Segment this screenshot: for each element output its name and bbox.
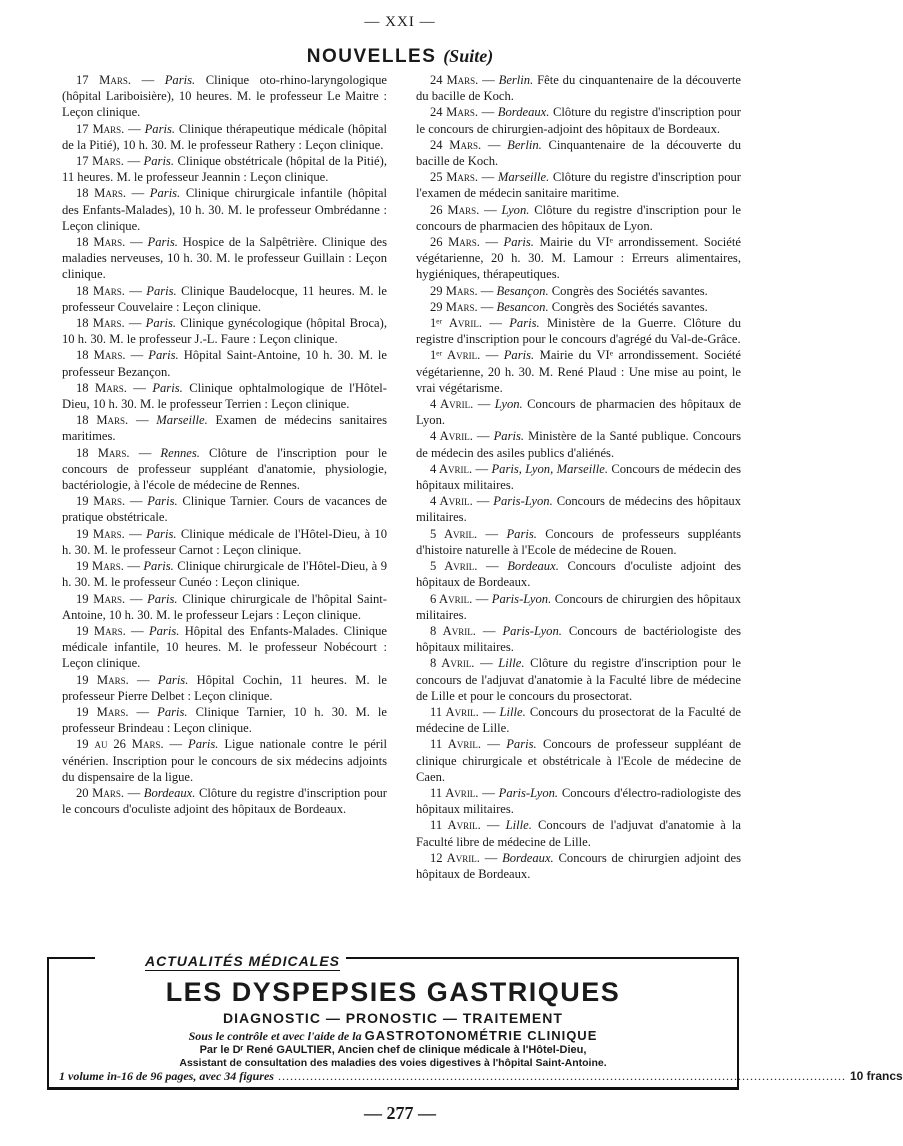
entry-text: Congrès des Sociétés savantes. — [551, 299, 708, 314]
entry-text: Hôpital des Enfants-Malades. Clinique médicale infantile, 10 heures. M. le professeur Nobécourt : Leçon clinique. — [62, 623, 387, 671]
entry-city: Paris. — [164, 73, 196, 87]
right-column — [416, 72, 741, 882]
entry-date: 29 Mars. — [430, 299, 478, 314]
entry-city: Paris. — [506, 737, 537, 752]
news-entry: 1ᵉʳ Avril. — Paris. Mairie du VIᵉ arrondissement. Société végétarienne, 20 h. 30. M. René Plaud : Une mise au point, le vrai végétarisme. — [416, 348, 742, 395]
news-entry: 18 Mars. — Paris. Clinique ophtalmologique de l'Hôtel-Dieu, 10 h. 30. M. le professeur Terrien : Leçon clinique. — [62, 380, 387, 412]
entry-city: Paris. — [146, 526, 177, 541]
entry-city: Paris. — [188, 737, 219, 752]
entry-text: Examen de médecins sanitaires maritimes. — [62, 413, 387, 444]
entry-date: 5 Avril. — [430, 526, 478, 541]
ad-heading — [95, 953, 346, 969]
entry-date: 18 Mars. — [76, 413, 129, 428]
entry-date: 1ᵉʳ Avril. — [430, 316, 483, 331]
entry-date: 12 Avril. — [430, 850, 480, 865]
entry-date: 24 Mars. — [430, 73, 479, 87]
news-entry: 8 Avril. — Lille. Clôture du registre d'inscription pour le concours de l'adjuvat d'anatomie à la Faculté libre de médecine de Lille et pour le concours du prosectorat. — [416, 656, 741, 703]
entry-date: 18 Mars. — [76, 380, 127, 395]
entry-text: Clinique Tarnier, 10 h. 30. M. le professeur Brindeau : Leçon clinique. — [62, 704, 387, 736]
news-entry: 11 Avril. — Lille. Concours de l'adjuvat d'anatomie à la Faculté libre de médecine de Lille. — [416, 818, 742, 849]
entry-text: Concours de professeur suppléant de clinique chirurgicale et obstétricale à l'Ecole de médecine de Caen. — [416, 737, 741, 784]
entry-date: 19 Mars. — [76, 591, 126, 606]
news-entry: 11 Avril. — Paris-Lyon. Concours d'électro-radiologiste des hôpitaux militaires. — [416, 785, 741, 817]
news-entry: 19 Mars. — Paris. Hôpital des Enfants-Malades. Clinique médicale infantile, 10 heures. M. le professeur Nobécourt : Leçon clinique. — [62, 623, 387, 671]
news-entry: 11 Avril. — Paris. Concours de professeur suppléant de clinique chirurgicale et obstétricale à l'Ecole de médecine de Caen. — [416, 737, 741, 784]
ad-volume-line — [59, 1069, 903, 1084]
entry-city: Paris. — [143, 154, 174, 169]
entry-city: Bordeaux. — [507, 559, 559, 574]
entry-text: Concours d'oculiste adjoint des hôpitaux de Bordeaux. — [416, 559, 741, 590]
entry-city: Paris-Lyon. — [502, 623, 562, 638]
entry-text: Clôture du registre d'inscription pour le concours de pharmacien des hôpitaux de Lyon. — [416, 202, 742, 233]
news-entry: 6 Avril. — Paris-Lyon. Concours de chirurgien des hôpitaux militaires. — [416, 591, 742, 622]
entry-date: 19 Mars. — [76, 704, 129, 719]
news-entry: 12 Avril. — Bordeaux. Concours de chirurgien adjoint des hôpitaux de Bordeaux. — [416, 850, 742, 881]
entry-date: 25 Mars. — [430, 170, 479, 185]
news-entry: 19 Mars. — Paris. Clinique Tarnier, 10 h. 30. M. le professeur Brindeau : Leçon clinique. — [62, 704, 387, 736]
news-entry: 19 Mars. — Paris. Clinique chirurgicale de l'hôpital Saint-Antoine, 10 h. 30. M. le professeur Lejars : Leçon clinique. — [62, 591, 387, 622]
entry-city: Lyon. — [494, 397, 523, 412]
entry-text: Mairie du VIᵉ arrondissement. Société végétarienne, 20 h. 30. M. Lamour : Erreurs alimentaires, hygiéniques, thérapeutiques. — [416, 235, 741, 282]
entry-date: 6 Avril. — [430, 591, 473, 606]
entry-text: Congrès des Sociétés savantes. — [551, 283, 708, 298]
entry-text: Clôture de l'inscription pour le concours de professeur suppléant d'anatomie, physiologie, bactériologie, à l'école de médecine de Rennes. — [62, 445, 387, 493]
entry-date: 17 Mars. — [76, 73, 132, 87]
entry-text: Clinique chirurgicale de l'Hôtel-Dieu, à 9 h. 30. M. le professeur Cunéo : Leçon clinique. — [62, 559, 388, 590]
entry-city: Paris. — [146, 283, 177, 298]
entry-date: 1ᵉʳ Avril. — [430, 348, 481, 363]
entry-text: Clinique ophtalmologique de l'Hôtel-Dieu, 10 h. 30. M. le professeur Terrien : Leçon clinique. — [62, 380, 387, 412]
entry-city: Paris. — [147, 235, 178, 250]
entry-text: Clinique chirurgicale infantile (hôpital des Enfants-Malades), 10 h. 30. M. le professeur Ombrédanne : Leçon clinique. — [62, 186, 387, 233]
entry-city: Paris. — [147, 591, 178, 606]
entry-date: 24 Mars. — [430, 105, 479, 120]
entry-date: 19 Mars. — [76, 623, 126, 638]
entry-city: Lille. — [505, 818, 532, 833]
ad-volume: 1 volume in-16 de 96 pages, avec 34 figures — [59, 1069, 274, 1083]
entry-city: Paris. — [509, 316, 540, 331]
entry-city: Paris. — [149, 186, 181, 201]
news-entry: 19 Mars. — Paris. Hôpital Cochin, 11 heures. M. le professeur Pierre Delbet : Leçon clinique. — [62, 672, 387, 703]
entry-date: 4 Avril. — [430, 494, 473, 509]
entry-city: Besancon. — [496, 299, 549, 314]
entry-text: Clinique thérapeutique médicale (hôpital de la Pitié), 10 h. 30. M. le professeur Rathery : Leçon clinique. — [62, 121, 388, 152]
entry-city: Paris-Lyon. — [498, 785, 559, 800]
entry-city: Bordeaux. — [497, 105, 550, 120]
entry-date: 19 Mars. — [76, 526, 125, 541]
news-entry: 4 Avril. — Paris-Lyon. Concours de médecins des hôpitaux militaires. — [416, 494, 742, 525]
news-entry: 19 au 26 Mars. — Paris. Ligue nationale contre le péril vénérien. Inscription pour le concours de six médecins adjoints du dispensaire de la ligue. — [62, 737, 387, 784]
entry-text: Clinique obstétricale (hôpital de la Pitié), 11 heures. M. le professeur Jeannin : Leçon clinique. — [62, 154, 387, 185]
entry-date: 18 Mars. — [76, 283, 125, 298]
entry-city: Paris. — [157, 704, 188, 719]
entry-text: Concours de chirurgien des hôpitaux militaires. — [416, 591, 742, 622]
news-entry: 18 Mars. — Paris. Clinique gynécologique (hôpital Broca), 10 h. 30. M. le professeur J.-L. Faure : Leçon clinique. — [62, 316, 387, 347]
news-entry: 17 Mars. — Paris. Clinique thérapeutique médicale (hôpital de la Pitié), 10 h. 30. M. le professeur Rathery : Leçon clinique. — [62, 121, 388, 152]
news-entry: 18 Mars. — Paris. Clinique chirurgicale infantile (hôpital des Enfants-Malades), 10 h. 30. M. le professeur Ombrédanne : Leçon clinique. — [62, 186, 387, 233]
news-entry: 8 Avril. — Paris-Lyon. Concours de bactériologiste des hôpitaux militaires. — [416, 623, 742, 655]
entry-city: Marseille. — [497, 170, 550, 185]
entry-text: Cinquantenaire de la découverte du bacille de Koch. — [416, 137, 741, 169]
entry-text: Concours de professeurs suppléants d'histoire naturelle à l'Ecole de médecine de Rouen. — [416, 526, 741, 557]
entry-date: 29 Mars. — [430, 283, 478, 298]
news-entry: 18 Mars. — Paris. Hôpital Saint-Antoine, 10 h. 30. M. le professeur Bezançon. — [62, 348, 388, 379]
news-entry: 18 Mars. — Paris. Clinique Baudelocque, 11 heures. M. le professeur Couvelaire : Leçon clinique. — [62, 283, 387, 314]
entry-city: Paris. — [144, 121, 176, 136]
entry-date: 26 Mars. — [430, 235, 480, 250]
entry-city: Paris. — [503, 348, 535, 363]
entry-date: 24 Mars. — [430, 137, 482, 152]
roman-page-number: — XXI — — [364, 14, 436, 30]
entry-city: Paris. — [147, 494, 178, 509]
entry-date: 18 Mars. — [76, 186, 127, 201]
entry-date: 19 Mars. — [76, 672, 129, 687]
entry-text: Concours de pharmacien des hôpitaux de Lyon. — [416, 397, 741, 428]
entry-city: Besançon. — [496, 283, 549, 298]
entry-text: Ligue nationale contre le péril vénérien. Inscription pour le concours de six médecins adjoints du dispensaire de la ligue. — [62, 737, 387, 784]
news-entry: 29 Mars. — Besancon. Congrès des Sociétés savantes. — [430, 299, 708, 314]
entry-text: Ministère de la Guerre. Clôture du registre d'inscription pour le concours d'agrégé du Val-de-Grâce. — [416, 316, 742, 347]
section-title — [0, 46, 800, 68]
entry-date: 17 Mars. — [76, 121, 125, 136]
entry-text: Fête du cinquantenaire de la découverte du bacille de Koch. — [416, 73, 742, 104]
entry-date: 5 Avril. — [430, 559, 478, 574]
left-column — [62, 72, 387, 817]
news-entry: 5 Avril. — Paris. Concours de professeurs suppléants d'histoire naturelle à l'Ecole de médecine de Rouen. — [416, 526, 741, 557]
entry-date: 18 Mars. — [76, 316, 125, 331]
entry-text: Clôture du registre d'inscription pour le concours d'oculiste adjoint des hôpitaux de Bordeaux. — [62, 785, 387, 817]
entry-date: 26 Mars. — [430, 202, 480, 217]
entry-text: Concours de chirurgien adjoint des hôpitaux de Bordeaux. — [416, 850, 742, 881]
news-entry: 29 Mars. — Besançon. Congrès des Sociétés savantes. — [430, 283, 708, 298]
entry-city: Paris-Lyon. — [491, 591, 552, 606]
entry-text: Concours de bactériologiste des hôpitaux militaires. — [416, 623, 742, 655]
entry-text: Clinique Tarnier. Cours de vacances de pratique obstétricale. — [62, 494, 387, 525]
entry-text: Hospice de la Salpêtrière. Clinique des maladies nerveuses, 10 h. 30. M. le professeur Guillain : Leçon clinique. — [62, 235, 387, 282]
entry-city: Paris. — [152, 380, 183, 395]
entry-date: 11 Avril. — [430, 737, 481, 752]
news-entry: 24 Mars. — Bordeaux. Clôture du registre d'inscription pour le concours de chirurgien-adjoint des hôpitaux de Bordeaux. — [416, 105, 741, 136]
news-entry: 5 Avril. — Bordeaux. Concours d'oculiste adjoint des hôpitaux de Bordeaux. — [416, 559, 741, 590]
entry-city: Bordeaux. — [143, 785, 196, 800]
news-entry: 19 Mars. — Paris. Clinique Tarnier. Cours de vacances de pratique obstétricale. — [62, 494, 387, 525]
ad-title: LES DYSPEPSIES GASTRIQUES — [165, 977, 621, 1007]
news-entry: 19 Mars. — Paris. Clinique médicale de l'Hôtel-Dieu, à 10 h. 30. M. le professeur Carnot : Leçon clinique. — [62, 526, 387, 557]
entry-text: Clinique chirurgicale de l'hôpital Saint-Antoine, 10 h. 30. M. le professeur Lejars : Leçon clinique. — [62, 591, 387, 622]
news-entry: 26 Mars. — Paris. Mairie du VIᵉ arrondissement. Société végétarienne, 20 h. 30. M. Lamour : Erreurs alimentaires, hygiéniques, thérapeutiques. — [416, 235, 741, 282]
entry-text: Clôture du registre d'inscription pour l'examen de médecin sanitaire maritime. — [416, 170, 741, 201]
ad-heading-text: ACTUALITÉS MÉDICALES — [145, 953, 340, 969]
entry-text: Clôture du registre d'inscription pour le concours de chirurgien-adjoint des hôpitaux de Bordeaux. — [416, 105, 741, 136]
news-entry: 18 Mars. — Marseille. Examen de médecins sanitaires maritimes. — [62, 413, 387, 444]
entry-date: 11 Avril. — [430, 704, 479, 719]
entry-city: Paris. — [143, 559, 174, 574]
entry-city: Lille. — [499, 704, 526, 719]
entry-city: Paris. — [148, 623, 180, 638]
entry-date: 8 Avril. — [430, 656, 475, 671]
ad-method-line — [49, 1028, 737, 1044]
news-entry: 4 Avril. — Paris. Ministère de la Santé publique. Concours de médecin des asiles publics d'aliénés. — [416, 429, 741, 460]
ad-leader-dots: .............................................................................................................................................. — [277, 1069, 846, 1083]
news-entry: 25 Mars. — Marseille. Clôture du registre d'inscription pour l'examen de médecin sanitaire maritime. — [416, 170, 741, 201]
entry-city: Rennes. — [160, 445, 200, 460]
entry-date: 11 Avril. — [430, 785, 479, 800]
news-entry: 1ᵉʳ Avril. — Paris. Ministère de la Guerre. Clôture du registre d'inscription pour le concours d'agrégé du Val-de-Grâce. — [416, 316, 742, 347]
ad-author-line: Par le Dʳ René GAULTIER, Ancien chef de clinique médicale à l'Hôtel-Dieu, — [199, 1044, 587, 1056]
news-entry: 11 Avril. — Lille. Concours du prosectorat de la Faculté de médecine de Lille. — [416, 704, 742, 736]
entry-text: Clinique gynécologique (hôpital Broca), 10 h. 30. M. le professeur J.-L. Faure : Leçon clinique. — [62, 316, 387, 347]
ad-author-affiliation: Assistant de consultation des maladies des voies digestives à l'hôpital Saint-Antoine. — [179, 1057, 607, 1069]
entry-text: Hôpital Saint-Antoine, 10 h. 30. M. le professeur Bezançon. — [62, 348, 388, 379]
ad-subtitle: DIAGNOSTIC — PRONOSTIC — TRAITEMENT — [223, 1010, 563, 1026]
entry-text: Concours de médecin des hôpitaux militaires. — [416, 461, 741, 493]
entry-text: Clinique médicale de l'Hôtel-Dieu, à 10 h. 30. M. le professeur Carnot : Leçon clinique. — [62, 526, 387, 557]
news-entry: 24 Mars. — Berlin. Cinquantenaire de la découverte du bacille de Koch. — [416, 137, 741, 169]
entry-date: 4 Avril. — [430, 461, 473, 476]
news-entry: 17 Mars. — Paris. Clinique oto-rhino-laryngologique (hôpital Lariboisière), 10 heures. M. le professeur Le Maitre : Leçon clinique. — [62, 73, 387, 120]
entry-text: Clôture du registre d'inscription pour le concours de l'adjuvat d'anatomie à la Faculté libre de médecine de Lille et pour le concours du prosectorat. — [416, 656, 741, 703]
news-entry: 24 Mars. — Berlin. Fête du cinquantenaire de la découverte du bacille de Koch. — [416, 73, 742, 104]
entry-date: 19 Mars. — [76, 559, 124, 574]
entry-city: Paris-Lyon. — [493, 494, 553, 509]
entry-date: 20 Mars. — [76, 785, 125, 800]
entry-date: 19 au 26 Mars. — [76, 737, 164, 752]
news-entry: 4 Avril. — Paris, Lyon, Marseille. Concours de médecin des hôpitaux militaires. — [416, 461, 741, 493]
page-number: — 277 — — [364, 1103, 436, 1123]
ad-price: 10 francs — [849, 1069, 903, 1083]
entry-text: Concours de médecins des hôpitaux militaires. — [416, 494, 742, 525]
entry-text: Clinique Baudelocque, 11 heures. M. le professeur Couvelaire : Leçon clinique. — [62, 283, 387, 314]
entry-date: 18 Mars. — [76, 235, 126, 250]
entry-date: 4 Avril. — [430, 397, 474, 412]
entry-city: Lyon. — [501, 202, 530, 217]
entry-city: Paris. — [503, 235, 534, 250]
entry-city: Berlin. — [498, 73, 534, 87]
entry-date: 18 Mars. — [76, 445, 130, 460]
entry-date: 18 Mars. — [76, 348, 126, 363]
news-entry: 19 Mars. — Paris. Clinique chirurgicale de l'Hôtel-Dieu, à 9 h. 30. M. le professeur Cunéo : Leçon clinique. — [62, 559, 388, 590]
entry-city: Paris. — [493, 429, 525, 444]
entry-city: Paris, Lyon, Marseille. — [491, 461, 608, 476]
entry-date: 17 Mars. — [76, 154, 124, 169]
ad-method-name: GASTROTONOMÉTRIE CLINIQUE — [364, 1028, 598, 1043]
entry-city: Paris. — [145, 316, 177, 331]
entry-text: Concours de l'adjuvat d'anatomie à la Faculté libre de médecine de Lille. — [416, 818, 742, 849]
title-text: NOUVELLES — [306, 46, 437, 67]
entry-city: Paris. — [157, 672, 189, 687]
title-suite: (Suite) — [443, 46, 494, 66]
entry-text: Hôpital Cochin, 11 heures. M. le professeur Pierre Delbet : Leçon clinique. — [62, 672, 387, 703]
entry-text: Mairie du VIᵉ arrondissement. Société végétarienne, 20 h. 30. M. René Plaud : Une mise au point, le vrai végétarisme. — [416, 348, 742, 395]
ad-method-intro: Sous le contrôle et avec l'aide de la — [188, 1029, 362, 1043]
news-entry: 18 Mars. — Paris. Hospice de la Salpêtrière. Clinique des maladies nerveuses, 10 h. 30. M. le professeur Guillain : Leçon clinique. — [62, 235, 387, 282]
entry-date: 11 Avril. — [430, 818, 481, 833]
entry-city: Berlin. — [507, 137, 542, 152]
advertisement-box — [47, 953, 903, 1090]
news-entry: 20 Mars. — Bordeaux. Clôture du registre d'inscription pour le concours d'oculiste adjoint des hôpitaux de Bordeaux. — [62, 785, 387, 817]
news-entry: 4 Avril. — Lyon. Concours de pharmacien des hôpitaux de Lyon. — [416, 397, 741, 428]
entry-city: Marseille. — [156, 413, 208, 428]
entry-date: 19 Mars. — [76, 494, 126, 509]
entry-city: Lille. — [498, 656, 525, 671]
entry-text: Ministère de la Santé publique. Concours de médecin des asiles publics d'aliénés. — [416, 429, 741, 460]
entry-text: Concours d'électro-radiologiste des hôpitaux militaires. — [416, 785, 741, 817]
entry-city: Bordeaux. — [502, 850, 554, 865]
entry-date: 4 Avril. — [430, 429, 473, 444]
entry-date: 8 Avril. — [430, 623, 476, 638]
news-entry: 17 Mars. — Paris. Clinique obstétricale (hôpital de la Pitié), 11 heures. M. le professeur Jeannin : Leçon clinique. — [62, 154, 387, 185]
entry-text: Concours du prosectorat de la Faculté de médecine de Lille. — [416, 704, 742, 736]
news-entry: 26 Mars. — Lyon. Clôture du registre d'inscription pour le concours de pharmacien des hôpitaux de Lyon. — [416, 202, 742, 233]
entry-city: Paris. — [148, 348, 179, 363]
entry-city: Paris. — [506, 526, 537, 541]
news-entry: 18 Mars. — Rennes. Clôture de l'inscription pour le concours de professeur suppléant d'anatomie, physiologie, bactériologie, à l'école de médecine de Rennes. — [62, 445, 387, 493]
entry-text: Clinique oto-rhino-laryngologique (hôpital Lariboisière), 10 heures. M. le professeur Le Maitre : Leçon clinique. — [62, 73, 387, 120]
